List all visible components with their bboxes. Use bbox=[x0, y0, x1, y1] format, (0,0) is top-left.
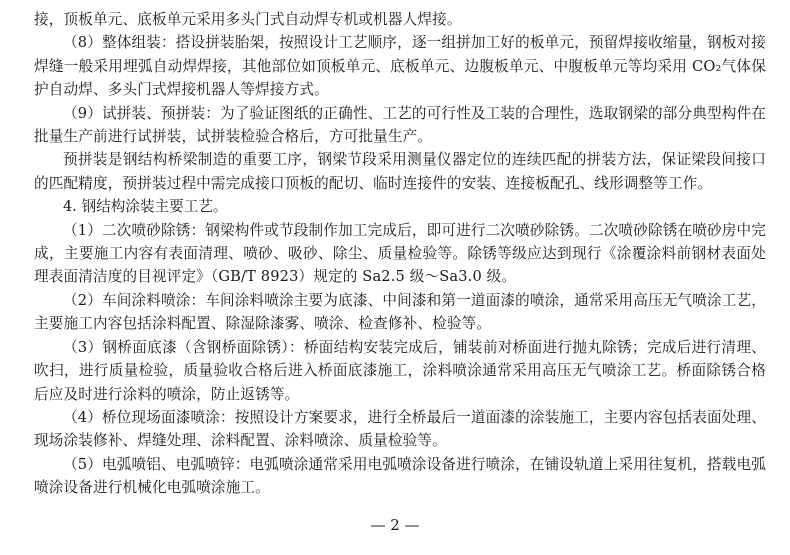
section-heading-coating-process: 4. 钢结构涂装主要工艺。 bbox=[63, 198, 228, 216]
paragraph-workshop-painting: （2）车间涂料喷涂：车间涂料喷涂主要为底漆、中间漆和第一道面漆的喷涂，通常采用高压无气喷涂工艺，主要施工内容包括涂料配置、除湿除漆雾、喷涂、检查修补、检验等。 bbox=[34, 291, 766, 333]
document-page bbox=[34, 8, 766, 500]
paragraph-pre-assembly: 预拼装是钢结构桥梁制造的重要工序，钢梁节段采用测量仪器定位的连续匹配的拼装方法，保证梁段间接口的匹配精度，预拼装过程中需完成接口顶板的配切、临时连接件的安装、连接板配孔、线形调整等工作。 bbox=[34, 151, 766, 192]
paragraph-site-topcoat: （4）桥位现场面漆喷涂：按照设计方案要求，进行全桥最后一道面漆的涂装施工，主要内容包括表面处理、现场涂装修补、焊缝处理、涂料配置、涂料喷涂、质量检验等。 bbox=[34, 408, 766, 450]
page-number: — 2 — bbox=[370, 516, 420, 534]
paragraph-sandblasting: （1）二次喷砂除锈：钢梁构件或节段制作加工完成后，即可进行二次喷砂除锈。二次喷砂除锈在喷砂房中完成，主要施工内容有表面清理、喷砂、吸砂、除尘、质量检验等。除锈等级应达到现行《涂覆涂料前钢材表面处理表面清洁度的目视评定》（GB/T 8923）规定的 Sa2.5 级～Sa3.0 级。 bbox=[34, 221, 766, 286]
paragraph-trial-assembly: （9）试拼装、预拼装：为了验证图纸的正确性、工艺的可行性及工装的合理性，选取钢梁的部分典型构件在批量生产前进行试拼装，试拼装检验合格后，方可批量生产。 bbox=[34, 104, 766, 146]
paragraph-arc-spraying: （5）电弧喷铝、电弧喷锌：电弧喷涂通常采用电弧喷涂设备进行喷涂，在铺设轨道上采用往复机，搭载电弧喷涂设备进行机械化电弧喷涂施工。 bbox=[34, 455, 766, 497]
paragraph-deck-primer: （3）钢桥面底漆（含钢桥面除锈）：桥面结构安装完成后，铺装前对桥面进行抛丸除锈；完成后进行清理、吹扫，进行质量检验，质量验收合格后进入桥面底漆施工，涂料喷涂通常采用高压无气喷涂工艺。桥面除锈合格后应及时进行涂料的喷涂，防止返锈等。 bbox=[34, 338, 766, 403]
paragraph-continuation: 接，顶板单元、底板单元采用多头门式自动焊专机或机器人焊接。 bbox=[34, 11, 462, 28]
paragraph-overall-assembly: （8）整体组装：搭设拼装胎架，按照设计工艺顺序，逐一组拼加工好的板单元，预留焊接收缩量，钢板对接焊缝一般采用埋弧自动焊焊接，其他部位如顶板单元、底板单元、边腹板单元、中腹板单元等均采用 CO₂气体保护自动焊、多头门式焊接机器人等焊接方式。 bbox=[34, 34, 766, 99]
